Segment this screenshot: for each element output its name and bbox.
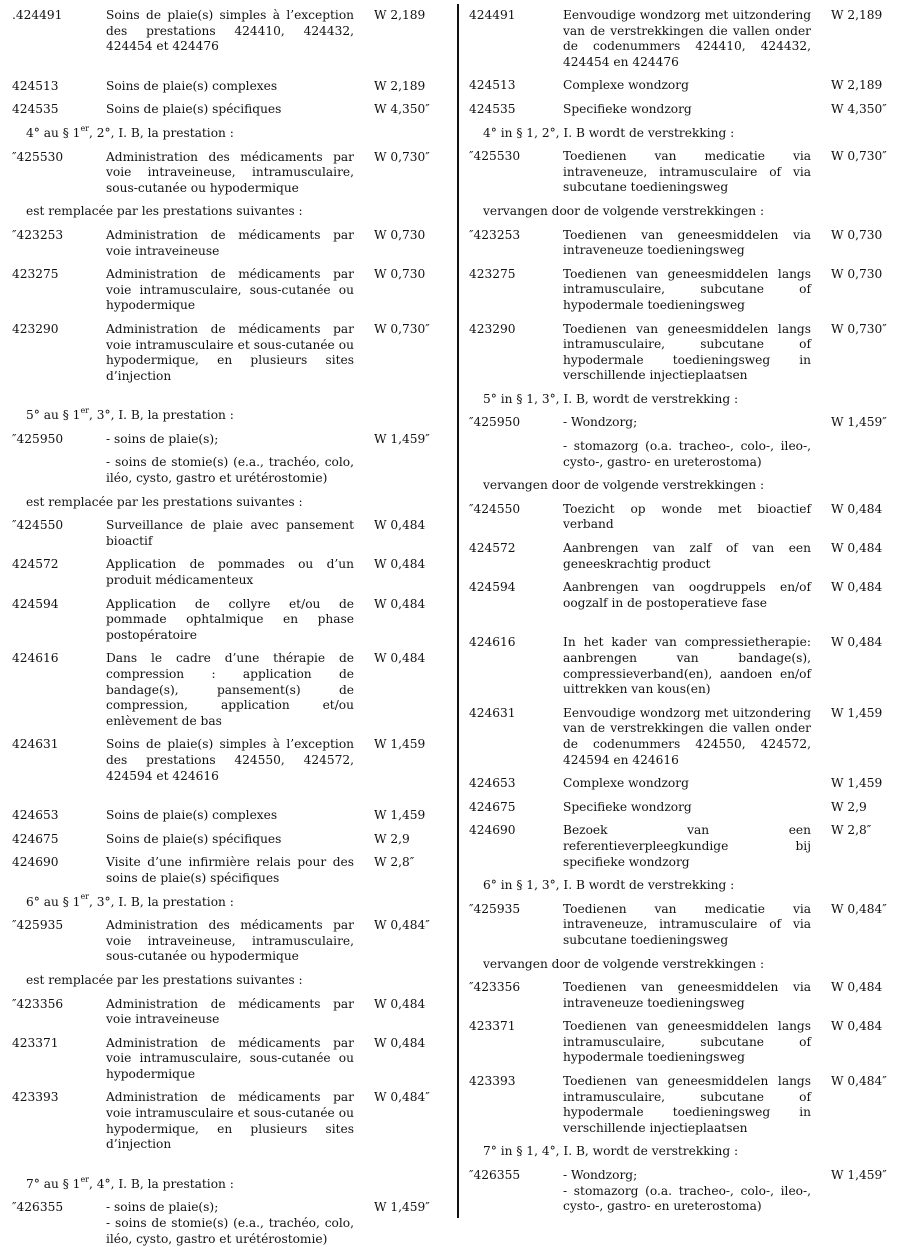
service-description: Eenvoudige wondzorg met uitzondering van de verstrekkingen die vallen onder de codenummers 424550, 424572, 424594 en 424616: [563, 705, 811, 767]
service-code: 423275: [469, 266, 516, 281]
service-code: 424653: [469, 776, 516, 791]
service-code: ″423253: [12, 227, 64, 242]
replacement-note: vervangen door de volgende verstrekkingen :: [483, 478, 765, 493]
service-description: Toedienen van medicatie via intraveneuze, intramusculaire of via subcutane toedieningsweg: [563, 901, 811, 947]
service-row: [12, 737, 452, 784]
service-code: ″423356: [469, 980, 521, 995]
service-code: 424653: [12, 808, 59, 823]
section-intro: 5° in § 1, 3°, I. B, wordt de verstrekking :: [483, 391, 739, 406]
service-row: [12, 228, 452, 259]
section-intro: 7° in § 1, 4°, I. B, wordt de verstrekking :: [483, 1144, 739, 1159]
service-row: [469, 800, 903, 816]
service-value: W 0,484″: [831, 901, 887, 916]
service-description: Administration de médicaments par voie intramusculaire, sous-cutanée ou hypodermique: [106, 267, 354, 313]
service-description: - Wondzorg; - stomazorg (o.a. tracheo-, colo-, ileo-, cysto-, gastro- en ureterostoma): [563, 1168, 811, 1214]
service-row: [469, 267, 903, 314]
service-row: [469, 823, 903, 870]
service-code: ″425950: [12, 431, 64, 446]
service-value: W 0,730″: [374, 321, 430, 336]
service-row: [469, 580, 903, 611]
service-row: [469, 635, 903, 697]
service-value: W 0,484: [831, 1019, 883, 1034]
service-value: W 1,459: [374, 808, 426, 823]
dutch-column: [469, 8, 903, 1215]
service-description: Soins de plaie(s) spécifiques: [106, 831, 282, 846]
service-row: [12, 79, 452, 95]
service-description: Toezicht op wonde met bioactief verband: [563, 501, 811, 532]
service-value: W 2,189: [831, 8, 883, 22]
service-value: W 0,484: [831, 635, 883, 650]
service-description: Toedienen van geneesmiddelen langs intramusculaire, subcutane of hypodermale toedieningsweg: [563, 1019, 811, 1065]
service-description: Specifieke wondzorg: [563, 799, 692, 814]
service-value: W 0,484: [831, 501, 883, 516]
service-description: Application de collyre et/ou de pommade ophtalmique en phase postopératoire: [106, 596, 354, 642]
service-code: 424572: [12, 557, 59, 572]
service-row: [469, 8, 903, 70]
service-description: - soins de plaie(s); - soins de stomie(s) (e.a., trachéo, colo, iléo, cysto, gastro et urétérostomie): [106, 1200, 354, 1246]
service-value: W 0,484: [374, 996, 426, 1011]
service-value: W 0,484: [374, 557, 426, 572]
service-code: 424675: [469, 799, 516, 814]
service-value: W 0,484″: [831, 1074, 887, 1089]
service-value: W 0,484: [374, 1035, 426, 1050]
service-value: W 2,189: [831, 78, 883, 93]
service-description: Soins de plaie(s) simples à l’exception des prestations 424410, 424432, 424454 et 424476: [106, 8, 354, 54]
service-row: [469, 102, 903, 118]
service-code: 423290: [12, 321, 59, 336]
service-code: ″424550: [12, 518, 64, 533]
section-intro: 4° in § 1, 2°, I. B wordt de verstrekking :: [483, 125, 735, 140]
service-code: ″425530: [469, 149, 521, 164]
service-description: Toedienen van geneesmiddelen via intraveneuze toedieningsweg: [563, 980, 811, 1010]
service-code: .424491: [12, 8, 63, 22]
service-description: Dans le cadre d’une thérapie de compression : application de bandage(s), pansement(s) de compression, application et/ou enlèvement de bas: [106, 651, 354, 728]
service-description: Toedienen van geneesmiddelen langs intramusculaire, subcutane of hypodermale toedieningsweg in verschillende injectieplaatsen: [563, 1074, 811, 1135]
service-description: Soins de plaie(s) complexes: [106, 78, 278, 93]
service-description: Toedienen van geneesmiddelen langs intramusculaire, subcutane of hypodermale toedieningsweg: [563, 266, 811, 312]
service-row: [469, 980, 903, 1011]
service-description: Aanbrengen van oogdruppels en/of oogzalf in de postoperatieve fase: [563, 580, 811, 610]
service-value: W 1,459: [374, 737, 426, 752]
service-value: W 4,350″: [374, 102, 430, 117]
section-intro: 7° au § 1er, 4°, I. B, la prestation :: [26, 1174, 234, 1191]
service-code: 424513: [12, 78, 59, 93]
service-description: Aanbrengen van zalf of van een geneeskrachtig product: [563, 541, 811, 571]
service-code: ″425935: [12, 918, 64, 933]
service-description: Toedienen van geneesmiddelen via intraveneuze toedieningsweg: [563, 227, 811, 258]
service-row: [469, 776, 903, 792]
service-row: [469, 439, 903, 470]
service-description: - stomazorg (o.a. tracheo-, colo-, ileo-, cysto-, gastro- en ureterostoma): [563, 439, 811, 469]
service-description: - Wondzorg;: [563, 415, 638, 430]
service-row: [469, 78, 903, 94]
service-row: [469, 1019, 903, 1066]
service-row: [469, 322, 903, 384]
service-row: [469, 228, 903, 259]
service-value: W 0,730: [374, 227, 426, 242]
service-row: [12, 1090, 452, 1152]
service-description: Administration des médicaments par voie intraveineuse, intramusculaire, sous-cutanée ou hypodermique: [106, 918, 354, 964]
service-row: [12, 432, 452, 448]
service-row: [12, 997, 452, 1028]
service-code: 424572: [469, 541, 516, 556]
service-value: W 4,350″: [831, 101, 887, 116]
service-description: In het kader van compressietherapie: aanbrengen van bandage(s), compressieverband(en), aandoen en/of uittrekken van kous(en): [563, 635, 811, 697]
service-row: [469, 1168, 903, 1215]
section-intro: 5° au § 1er, 3°, I. B, la prestation :: [26, 406, 234, 423]
service-row: [12, 918, 452, 965]
service-code: ″423356: [12, 996, 64, 1011]
service-row: [12, 455, 452, 486]
service-row: [469, 1074, 903, 1136]
replacement-note: est remplacée par les prestations suivantes :: [26, 204, 303, 219]
service-description: Surveillance de plaie avec pansement bioactif: [106, 518, 354, 548]
service-row: [469, 541, 903, 572]
service-code: 424616: [12, 651, 59, 666]
service-code: ″426355: [12, 1200, 64, 1215]
service-value: W 2,189: [374, 78, 426, 93]
service-value: W 1,459″: [831, 1168, 887, 1183]
service-description: Eenvoudige wondzorg met uitzondering van de verstrekkingen die vallen onder de codenummers 424410, 424432, 424454 en 424476: [563, 8, 811, 69]
service-description: Specifieke wondzorg: [563, 101, 692, 116]
service-row: [12, 102, 452, 118]
service-code: 424491: [469, 8, 516, 22]
service-code: 424690: [469, 823, 516, 838]
service-row: [12, 855, 452, 886]
service-description: Administration des médicaments par voie intraveineuse, intramusculaire, sous-cutanée ou hypodermique: [106, 149, 354, 195]
service-row: [12, 832, 452, 848]
service-value: W 0,484: [831, 580, 883, 595]
service-description: Visite d’une infirmière relais pour des soins de plaie(s) spécifiques: [106, 855, 354, 885]
service-value: W 0,484″: [374, 1090, 430, 1105]
service-code: 424513: [469, 78, 516, 93]
replacement-note: vervangen door de volgende verstrekkingen :: [483, 203, 765, 218]
replacement-note: vervangen door de volgende verstrekkingen :: [483, 956, 765, 971]
service-description: Soins de plaie(s) complexes: [106, 808, 278, 823]
service-code: 424535: [469, 101, 516, 116]
service-value: W 0,730″: [374, 149, 430, 164]
french-column: [12, 8, 452, 1247]
service-row: [12, 267, 452, 314]
service-description: Administration de médicaments par voie intramusculaire et sous-cutanée ou hypodermique, en plusieurs sites d’injection: [106, 1090, 354, 1152]
service-description: Administration de médicaments par voie intraveineuse: [106, 996, 354, 1027]
service-code: ″425935: [469, 901, 521, 916]
service-value: W 0,484: [831, 541, 883, 556]
service-code: ″425950: [469, 415, 521, 430]
service-value: W 0,484: [374, 596, 426, 611]
service-value: W 1,459: [831, 776, 883, 791]
service-row: [12, 322, 452, 384]
service-description: Administration de médicaments par voie intramusculaire, sous-cutanée ou hypodermique: [106, 1035, 354, 1081]
service-value: W 2,9: [374, 831, 410, 846]
service-code: 423371: [12, 1035, 59, 1050]
service-code: 424631: [469, 705, 516, 720]
service-value: W 0,730″: [831, 149, 887, 164]
service-value: W 0,730: [374, 267, 426, 282]
service-row: [12, 557, 452, 588]
service-description: Bezoek van een referentieverpleegkundige bij specifieke wondzorg: [563, 823, 811, 869]
service-value: W 1,459″: [831, 415, 887, 430]
service-value: W 0,730: [831, 266, 883, 281]
service-code: 423290: [469, 321, 516, 336]
service-value: W 0,484″: [374, 918, 430, 933]
service-description: Soins de plaie(s) simples à l’exception des prestations 424550, 424572, 424594 et 424616: [106, 737, 354, 783]
service-value: W 2,8″: [831, 823, 872, 838]
service-description: - soins de stomie(s) (e.a., trachéo, colo, iléo, cysto, gastro et urétérostomie): [106, 455, 354, 486]
service-value: W 2,8″: [374, 855, 415, 870]
replacement-note: est remplacée par les prestations suivantes :: [26, 972, 303, 987]
service-code: 424690: [12, 855, 59, 870]
service-code: 423371: [469, 1019, 516, 1034]
service-code: ″424550: [469, 501, 521, 516]
service-code: 423393: [12, 1090, 59, 1105]
service-code: ″425530: [12, 149, 64, 164]
service-value: W 0,484: [374, 651, 426, 666]
service-row: [12, 651, 452, 729]
service-code: 424594: [12, 596, 59, 611]
service-row: [469, 149, 903, 196]
replacement-note: est remplacée par les prestations suivantes :: [26, 494, 303, 509]
service-row: [469, 502, 903, 533]
service-code: 424631: [12, 737, 59, 752]
service-code: 424616: [469, 635, 516, 650]
service-code: 424535: [12, 102, 59, 117]
service-row: [12, 518, 452, 549]
service-description: Administration de médicaments par voie intraveineuse: [106, 227, 354, 258]
service-code: 424675: [12, 831, 59, 846]
section-intro: 6° au § 1er, 3°, I. B, la prestation :: [26, 892, 234, 909]
column-divider: [457, 4, 459, 1218]
service-value: W 0,730″: [831, 321, 887, 336]
section-intro: 6° in § 1, 3°, I. B wordt de verstrekking :: [483, 878, 735, 893]
service-description: Soins de plaie(s) spécifiques: [106, 102, 282, 117]
service-code: ″426355: [469, 1168, 521, 1183]
service-code: 423393: [469, 1074, 516, 1089]
service-row: [12, 150, 452, 197]
service-row: [469, 902, 903, 949]
service-row: [12, 808, 452, 824]
service-value: W 1,459: [831, 705, 883, 720]
service-code: 423275: [12, 267, 59, 282]
service-value: W 2,9: [831, 799, 867, 814]
service-value: W 1,459″: [374, 1200, 430, 1215]
service-code: ″423253: [469, 227, 521, 242]
service-value: W 0,484: [374, 518, 426, 533]
service-description: Complexe wondzorg: [563, 78, 689, 93]
service-row: [469, 415, 903, 431]
service-code: 424594: [469, 580, 516, 595]
service-description: Toedienen van geneesmiddelen langs intramusculaire, subcutane of hypodermale toedieningsweg in verschillende injectieplaatsen: [563, 321, 811, 383]
service-value: W 1,459″: [374, 431, 430, 446]
service-row: [12, 597, 452, 644]
service-description: Complexe wondzorg: [563, 776, 689, 791]
service-description: Administration de médicaments par voie intramusculaire et sous-cutanée ou hypodermique, en plusieurs sites d’injection: [106, 321, 354, 383]
service-value: W 2,189: [374, 8, 426, 22]
service-description: Application de pommades ou d’un produit médicamenteux: [106, 557, 354, 588]
service-row: [469, 706, 903, 768]
service-row: [12, 8, 452, 55]
service-value: W 0,730: [831, 227, 883, 242]
service-description: - soins de plaie(s);: [106, 431, 219, 446]
section-intro: 4° au § 1er, 2°, I. B, la prestation :: [26, 123, 234, 140]
service-value: W 0,484: [831, 980, 883, 995]
service-row: [12, 1036, 452, 1083]
service-description: Toedienen van medicatie via intraveneuze, intramusculaire of via subcutane toedieningsweg: [563, 149, 811, 195]
